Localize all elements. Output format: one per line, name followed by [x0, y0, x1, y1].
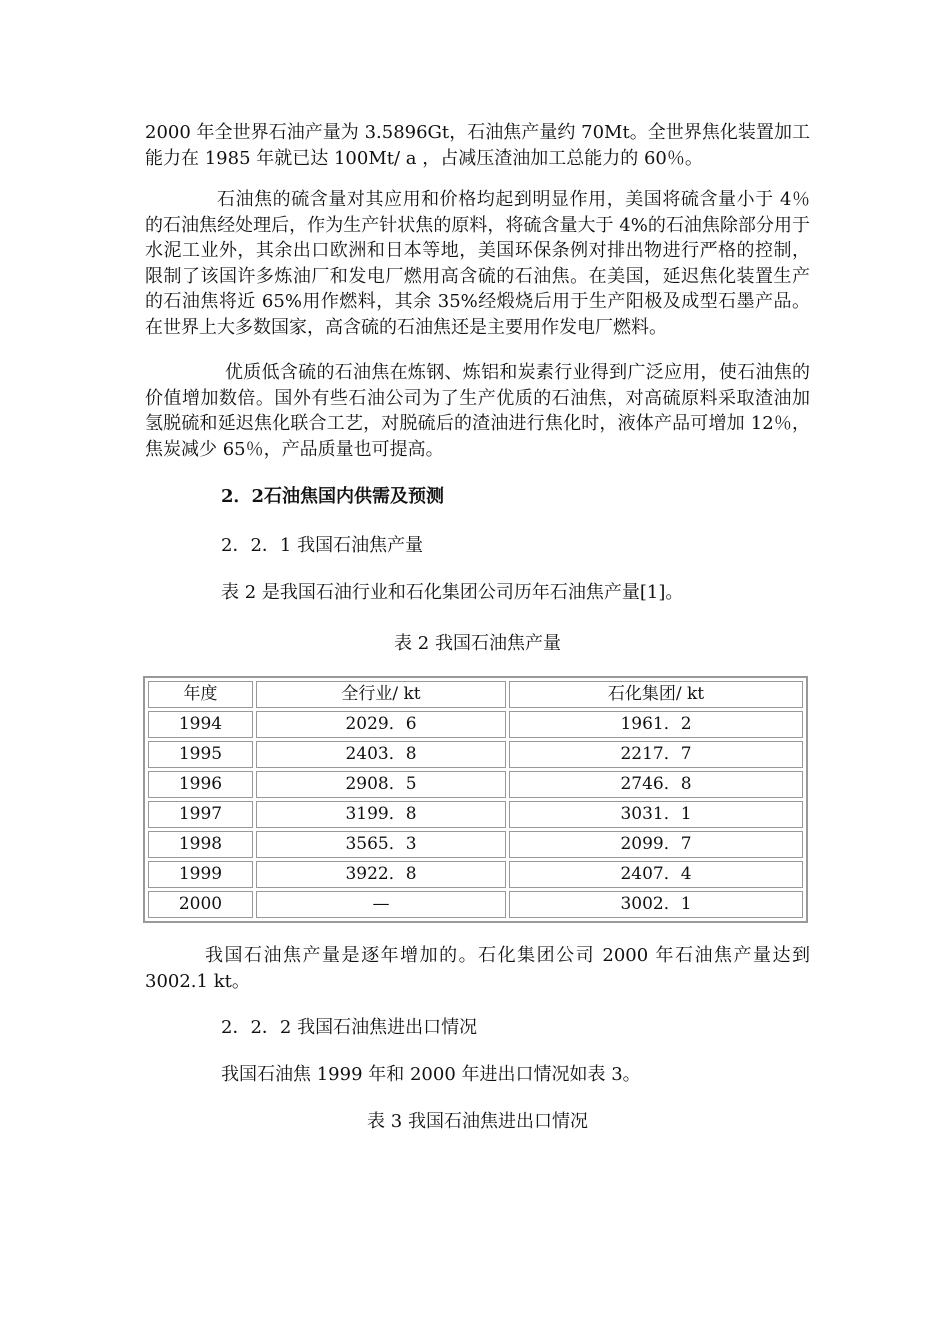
table3-intro-text: 我国石油焦 1999 年和 2000 年进出口情况如表 3。: [221, 1063, 641, 1085]
paragraph-sulfur-content: 石油焦的硫含量对其应用和价格均起到明显作用，美国将硫含量小于 4％的石油焦经处理后，作为生产针状焦的原料，将硫含量大于 4%的石油焦除部分用于水泥工业外，其余出口欧洲和日本等地，美国环保条例对排出物进行严格的控制，限制了该国许多炼油厂和发电厂燃用高含硫的石油焦。在美国，延迟焦化装置生产的石油焦将近 65%用作燃料，其余 35%经煅烧后用于生产阳极及成型石墨产品。在世界上大多数国家，高含硫的石油焦还是主要用作发电厂燃料。: [145, 189, 810, 338]
document-page: [145, 120, 810, 1155]
table-cell-year: 1998: [148, 831, 253, 858]
subsection-heading-production: 2．2．1 我国石油焦产量: [221, 534, 424, 556]
table-cell-group: 3031．1: [509, 801, 803, 828]
table-cell-industry: 3199．8: [256, 801, 506, 828]
table-cell-year: 1994: [148, 711, 253, 738]
table-cell-year: 1999: [148, 861, 253, 888]
table-cell-industry: —: [256, 891, 506, 918]
table3-caption: 表 3 我国石油焦进出口情况: [367, 1111, 588, 1132]
table2-caption: 表 2 我国石油焦产量: [394, 632, 561, 654]
table-row: [148, 711, 803, 738]
paragraph-low-sulfur: 优质低含硫的石油焦在炼钢、炼铝和炭素行业得到广泛应用，使石油焦的价值增加数倍。国外有些石油公司为了生产优质的石油焦，对高硫原料采取渣油加氢脱硫和延迟焦化联合工艺，对脱硫后的渣油进行焦化时，液体产品可增加 12％，焦炭减少 65％，产品质量也可提高。: [145, 362, 810, 460]
table-cell-industry: 2908．5: [256, 771, 506, 798]
table-cell-year: 1997: [148, 801, 253, 828]
table-row: [148, 741, 803, 768]
table-cell-group: 1961．2: [509, 711, 803, 738]
table2-intro-text: 表 2 是我国石油行业和石化集团公司历年石油焦产量[1]。: [221, 582, 684, 603]
table-cell-group: 2407．4: [509, 861, 803, 888]
table-header-cell: 年度: [148, 681, 253, 708]
table-row: [148, 831, 803, 858]
table-cell-industry: 3922．8: [256, 861, 506, 888]
table-row: [148, 891, 803, 918]
table-cell-industry: 3565．3: [256, 831, 506, 858]
table-cell-year: 2000: [148, 891, 253, 918]
paragraph-production-summary: 我国石油焦产量是逐年增加的。石化集团公司 2000 年石油焦产量达到 3002.1 kt。: [145, 945, 810, 992]
table-cell-group: 2217．7: [509, 741, 803, 768]
table-cell-industry: 2403．8: [256, 741, 506, 768]
table-header-cell: 全行业/ kt: [256, 681, 506, 708]
table-cell-year: 1996: [148, 771, 253, 798]
table-cell-year: 1995: [148, 741, 253, 768]
table-header-row: [148, 681, 803, 708]
table-cell-industry: 2029．6: [256, 711, 506, 738]
section-heading: 2．2石油焦国内供需及预测: [221, 486, 445, 507]
table-header-cell: 石化集团/ kt: [509, 681, 803, 708]
table-cell-group: 2099．7: [509, 831, 803, 858]
table-row: [148, 801, 803, 828]
table-row: [148, 771, 803, 798]
subsection-heading-import-export: 2．2．2 我国石油焦进出口情况: [221, 1017, 478, 1038]
table-row: [148, 861, 803, 888]
table-cell-group: 2746．8: [509, 771, 803, 798]
production-table: [143, 676, 808, 923]
table-cell-group: 3002．1: [509, 891, 803, 918]
paragraph-world-production: 2000 年全世界石油产量为 3.5896Gt，石油焦产量约 70Mt。全世界焦化装置加工能力在 1985 年就已达 100Mt/ a ，占减压渣油加工总能力的 60％。: [145, 122, 810, 169]
